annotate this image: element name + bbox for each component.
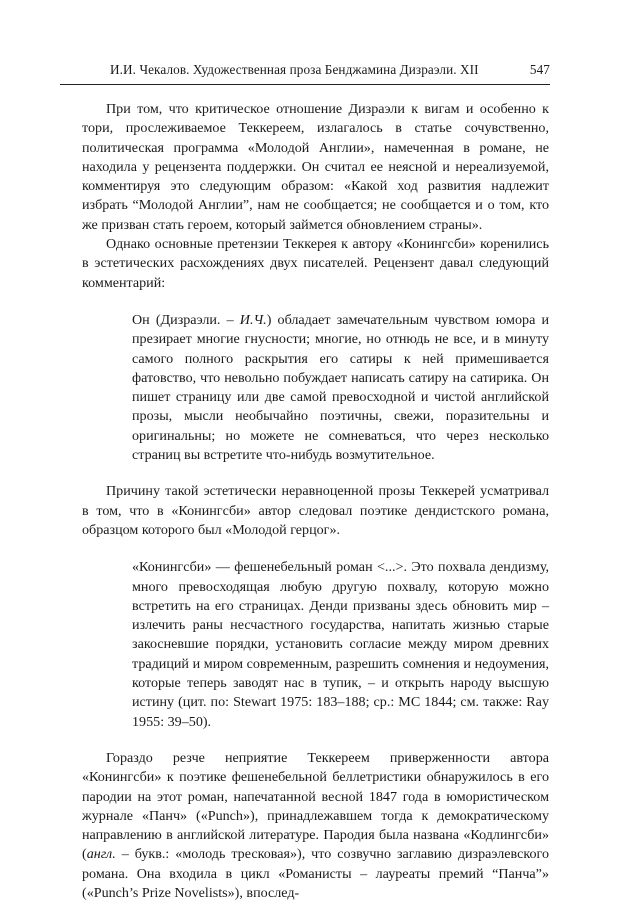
running-head (60, 60, 550, 80)
quote-1-initials: И.Ч. (239, 311, 267, 328)
body-text (82, 100, 549, 903)
paragraph-4 (82, 749, 549, 903)
block-quote-1 (132, 311, 549, 465)
paragraph-1: При том, что критическое отношение Дизраэли к вигам и особенно к тори, прослеживаемое Теккереем, излагалось в статье сочувственно, политическая программа «Молодой Англии», намеченная в романе, не находила у рецензента поддержки. Он считал ее неясной и нереализуемой, комментируя это следующим образом: «Какой ход развития надлежит избрать “Молодой Англии”, нам не сообщается; не сообщается и о том, кто же призван стать героем, который займется обновлением страны». (82, 101, 549, 233)
page-number: 547 (529, 62, 550, 77)
paragraph-3: Причину такой эстетически неравноценной прозы Теккерей усматривал в том, что в «Конингсби» автор следовал поэтике дендистского романа, образцом которого был «Молодой герцог». (82, 483, 549, 538)
paragraph-2: Однако основные претензии Теккерея к автору «Конингсби» коренились в эстетических расхождениях двух писателей. Рецензент давал следующий комментарий: (82, 236, 549, 291)
paragraph-4-post: – букв.: «молодь тресковая»), что созвучно заглавию дизраэлевского романа. Она входила в цикл «Романисты – лауреаты премий “Панча”» («Punch’s Prize Novelists»), впослед- (82, 846, 549, 901)
paragraph-4-pre: Гораздо резче неприятие Теккереем приверженности автора «Конингсби» к поэтике фешенебельной беллетристики обнаружилось в его пародии на этот роман, напечатанной весной 1847 года в юмористическом журнале «Панч» («Punch»), принадлежавшем тогда к демократическому направлению в английской литературе. Пародия была названа «Кодлингсби» ( (82, 749, 549, 863)
running-head-title: И.И. Чекалов. Художественная проза Бенджамина Дизраэли. XII (110, 62, 479, 77)
header-rule (60, 84, 550, 85)
block-quote-2: «Конингсби» — фешенебельный роман <...>. Это похвала дендизму, много превосходящая любую другую похвалу, которую можно встретить на его страницах. Денди призваны здесь обновить мир – излечить раны несчастного государства, напитать жизнью старые закосневшие порядки, установить согласие между миром древних традиций и миром современным, разрешить сомнения и недоумения, которые теперь заводят нас в тупик, – и открыть народу высшую истину (цит. по: Stewart 1975: 183–188; ср.: MC 1844; см. также: Ray 1955: 39–50). (132, 559, 549, 730)
quote-1-text: ) обладает замечательным чувством юмора и презирает многие гнусности; многие, но отнюдь не все, и в минуту самого полного раскрытия его сатиры к ней примешивается фатовство, что невольно побуждает написать сатиру на сатирика. Он пишет страницу или две самой превосходной и чистой английской прозы, мысли необычайно поэтичны, свежи, поразительны и оригинальны; но можете не сомневаться, что через несколько страниц вы встретите что-нибудь возмутительное. (132, 311, 549, 464)
paragraph-4-abbr: англ. (86, 846, 116, 863)
quote-1-pre: Он (Дизраэли. – (132, 311, 240, 328)
